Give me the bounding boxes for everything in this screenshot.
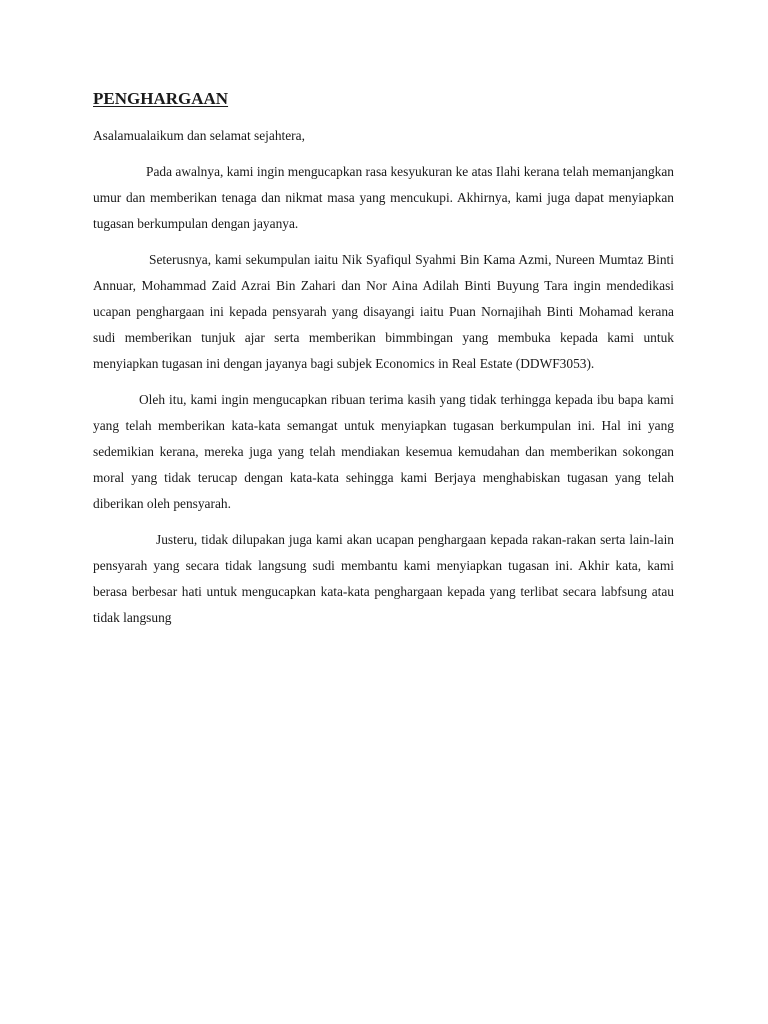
page-title: PENGHARGAAN	[93, 89, 229, 108]
greeting-line: Asalamualaikum dan selamat sejahtera,	[93, 128, 305, 143]
document-page	[93, 88, 674, 641]
paragraph-4: Justeru, tidak dilupakan juga kami akan ucapan penghargaan kepada rakan-rakan serta lain-lain pensyarah yang secara tidak langsung sudi membantu kami menyiapkan tugasan ini. Akhir kata, kami berasa berbesar hati untuk mengucapkan kata-kata penghargaan kepada yang terlibat secara labfsung atau tidak langsung	[93, 532, 674, 625]
paragraph-3: Oleh itu, kami ingin mengucapkan ribuan terima kasih yang tidak terhingga kepada ibu bapa kami yang telah memberikan kata-kata semangat untuk menyiapkan tugasan berkumpulan ini. Hal ini yang sedemikian kerana, mereka juga yang telah mendiakan kesemua kemudahan dan memberikan sokongan moral yang tidak terucap dengan kata-kata sehingga kami Berjaya menghabiskan tugasan yang telah diberikan oleh pensyarah.	[93, 392, 674, 511]
paragraph-1: Pada awalnya, kami ingin mengucapkan rasa kesyukuran ke atas Ilahi kerana telah memanjangkan umur dan memberikan tenaga dan nikmat masa yang mencukupi. Akhirnya, kami juga dapat menyiapkan tugasan berkumpulan dengan jayanya.	[93, 164, 674, 231]
paragraph-2: Seterusnya, kami sekumpulan iaitu Nik Syafiqul Syahmi Bin Kama Azmi, Nureen Mumtaz Binti Annuar, Mohammad Zaid Azrai Bin Zahari dan Nor Aina Adilah Binti Buyung Tara ingin mendedikasi ucapan penghargaan ini kepada pensyarah yang disayangi iaitu Puan Nornajihah Binti Mohamad kerana sudi memberikan tunjuk ajar serta memberikan bimmbingan yang membuka kepada kami untuk menyiapkan tugasan ini dengan jayanya bagi subjek Economics in Real Estate (DDWF3053).	[93, 252, 674, 371]
